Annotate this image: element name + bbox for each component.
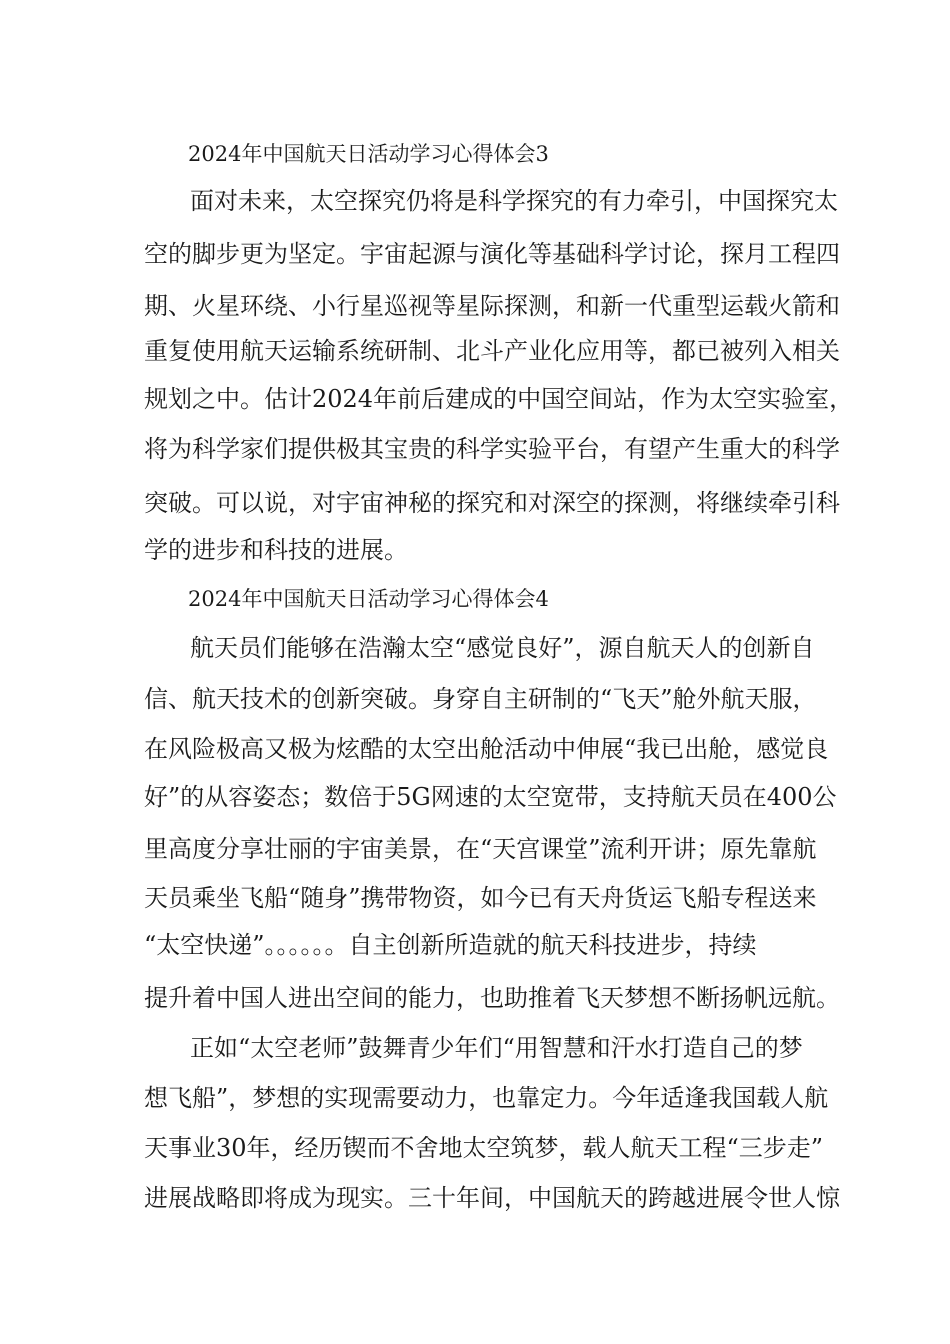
paragraph-line: 天事业30年，经历锲而不舍地太空筑梦，载人航天工程“三步走” <box>144 1134 824 1162</box>
paragraph-line: 进展战略即将成为现实。三十年间，中国航天的跨越进展令世人惊 <box>144 1184 840 1212</box>
section-heading: 2024年中国航天日活动学习心得体会3 <box>188 142 549 166</box>
paragraph-line: 空的脚步更为坚定。宇宙起源与演化等基础科学讨论，探月工程四 <box>144 240 840 268</box>
paragraph-line: 好”的从容姿态；数倍于5G网速的太空宽带，支持航天员在400公 <box>144 783 837 811</box>
paragraph-line: 里高度分享壮丽的宇宙美景，在“天宫课堂”流利开讲；原先靠航 <box>144 835 817 863</box>
paragraph-line: 提升着中国人进出空间的能力，也助推着飞天梦想不断扬帆远航。 <box>144 984 840 1012</box>
paragraph-line: 期、火星环绕、小行星巡视等星际探测，和新一代重型运载火箭和 <box>144 292 840 320</box>
paragraph-line: 信、航天技术的创新突破。身穿自主研制的“飞天”舱外航天服， <box>144 685 817 713</box>
paragraph-line: 在风险极高又极为炫酷的太空出舱活动中伸展“我已出舱，感觉良 <box>144 735 829 763</box>
section-heading: 2024年中国航天日活动学习心得体会4 <box>188 587 549 611</box>
paragraph-line: “太空快递”。。。。。。自主创新所造就的航天科技进步，持续 <box>144 931 757 959</box>
paragraph-line: 规划之中。估计2024年前后建成的中国空间站，作为太空实验室， <box>144 385 854 413</box>
paragraph-line: 重复使用航天运输系统研制、北斗产业化应用等，都已被列入相关 <box>144 337 840 365</box>
paragraph-line: 突破。可以说，对宇宙神秘的探究和对深空的探测，将继续牵引科 <box>144 489 840 517</box>
paragraph-line: 面对未来，太空探究仍将是科学探究的有力牵引，中国探究太 <box>190 187 838 215</box>
paragraph-line: 正如“太空老师”鼓舞青少年们“用智慧和汗水打造自己的梦 <box>190 1034 803 1062</box>
paragraph-line: 将为科学家们提供极其宝贵的科学实验平台，有望产生重大的科学 <box>144 435 840 463</box>
paragraph-line: 天员乘坐飞船“随身”携带物资，如今已有天舟货运飞船专程送来 <box>144 884 817 912</box>
paragraph-line: 想飞船”，梦想的实现需要动力，也靠定力。今年适逢我国载人航 <box>144 1084 829 1112</box>
paragraph-line: 航天员们能够在浩瀚太空“感觉良好”，源自航天人的创新自 <box>190 634 815 662</box>
paragraph-line: 学的进步和科技的进展。 <box>144 536 408 564</box>
